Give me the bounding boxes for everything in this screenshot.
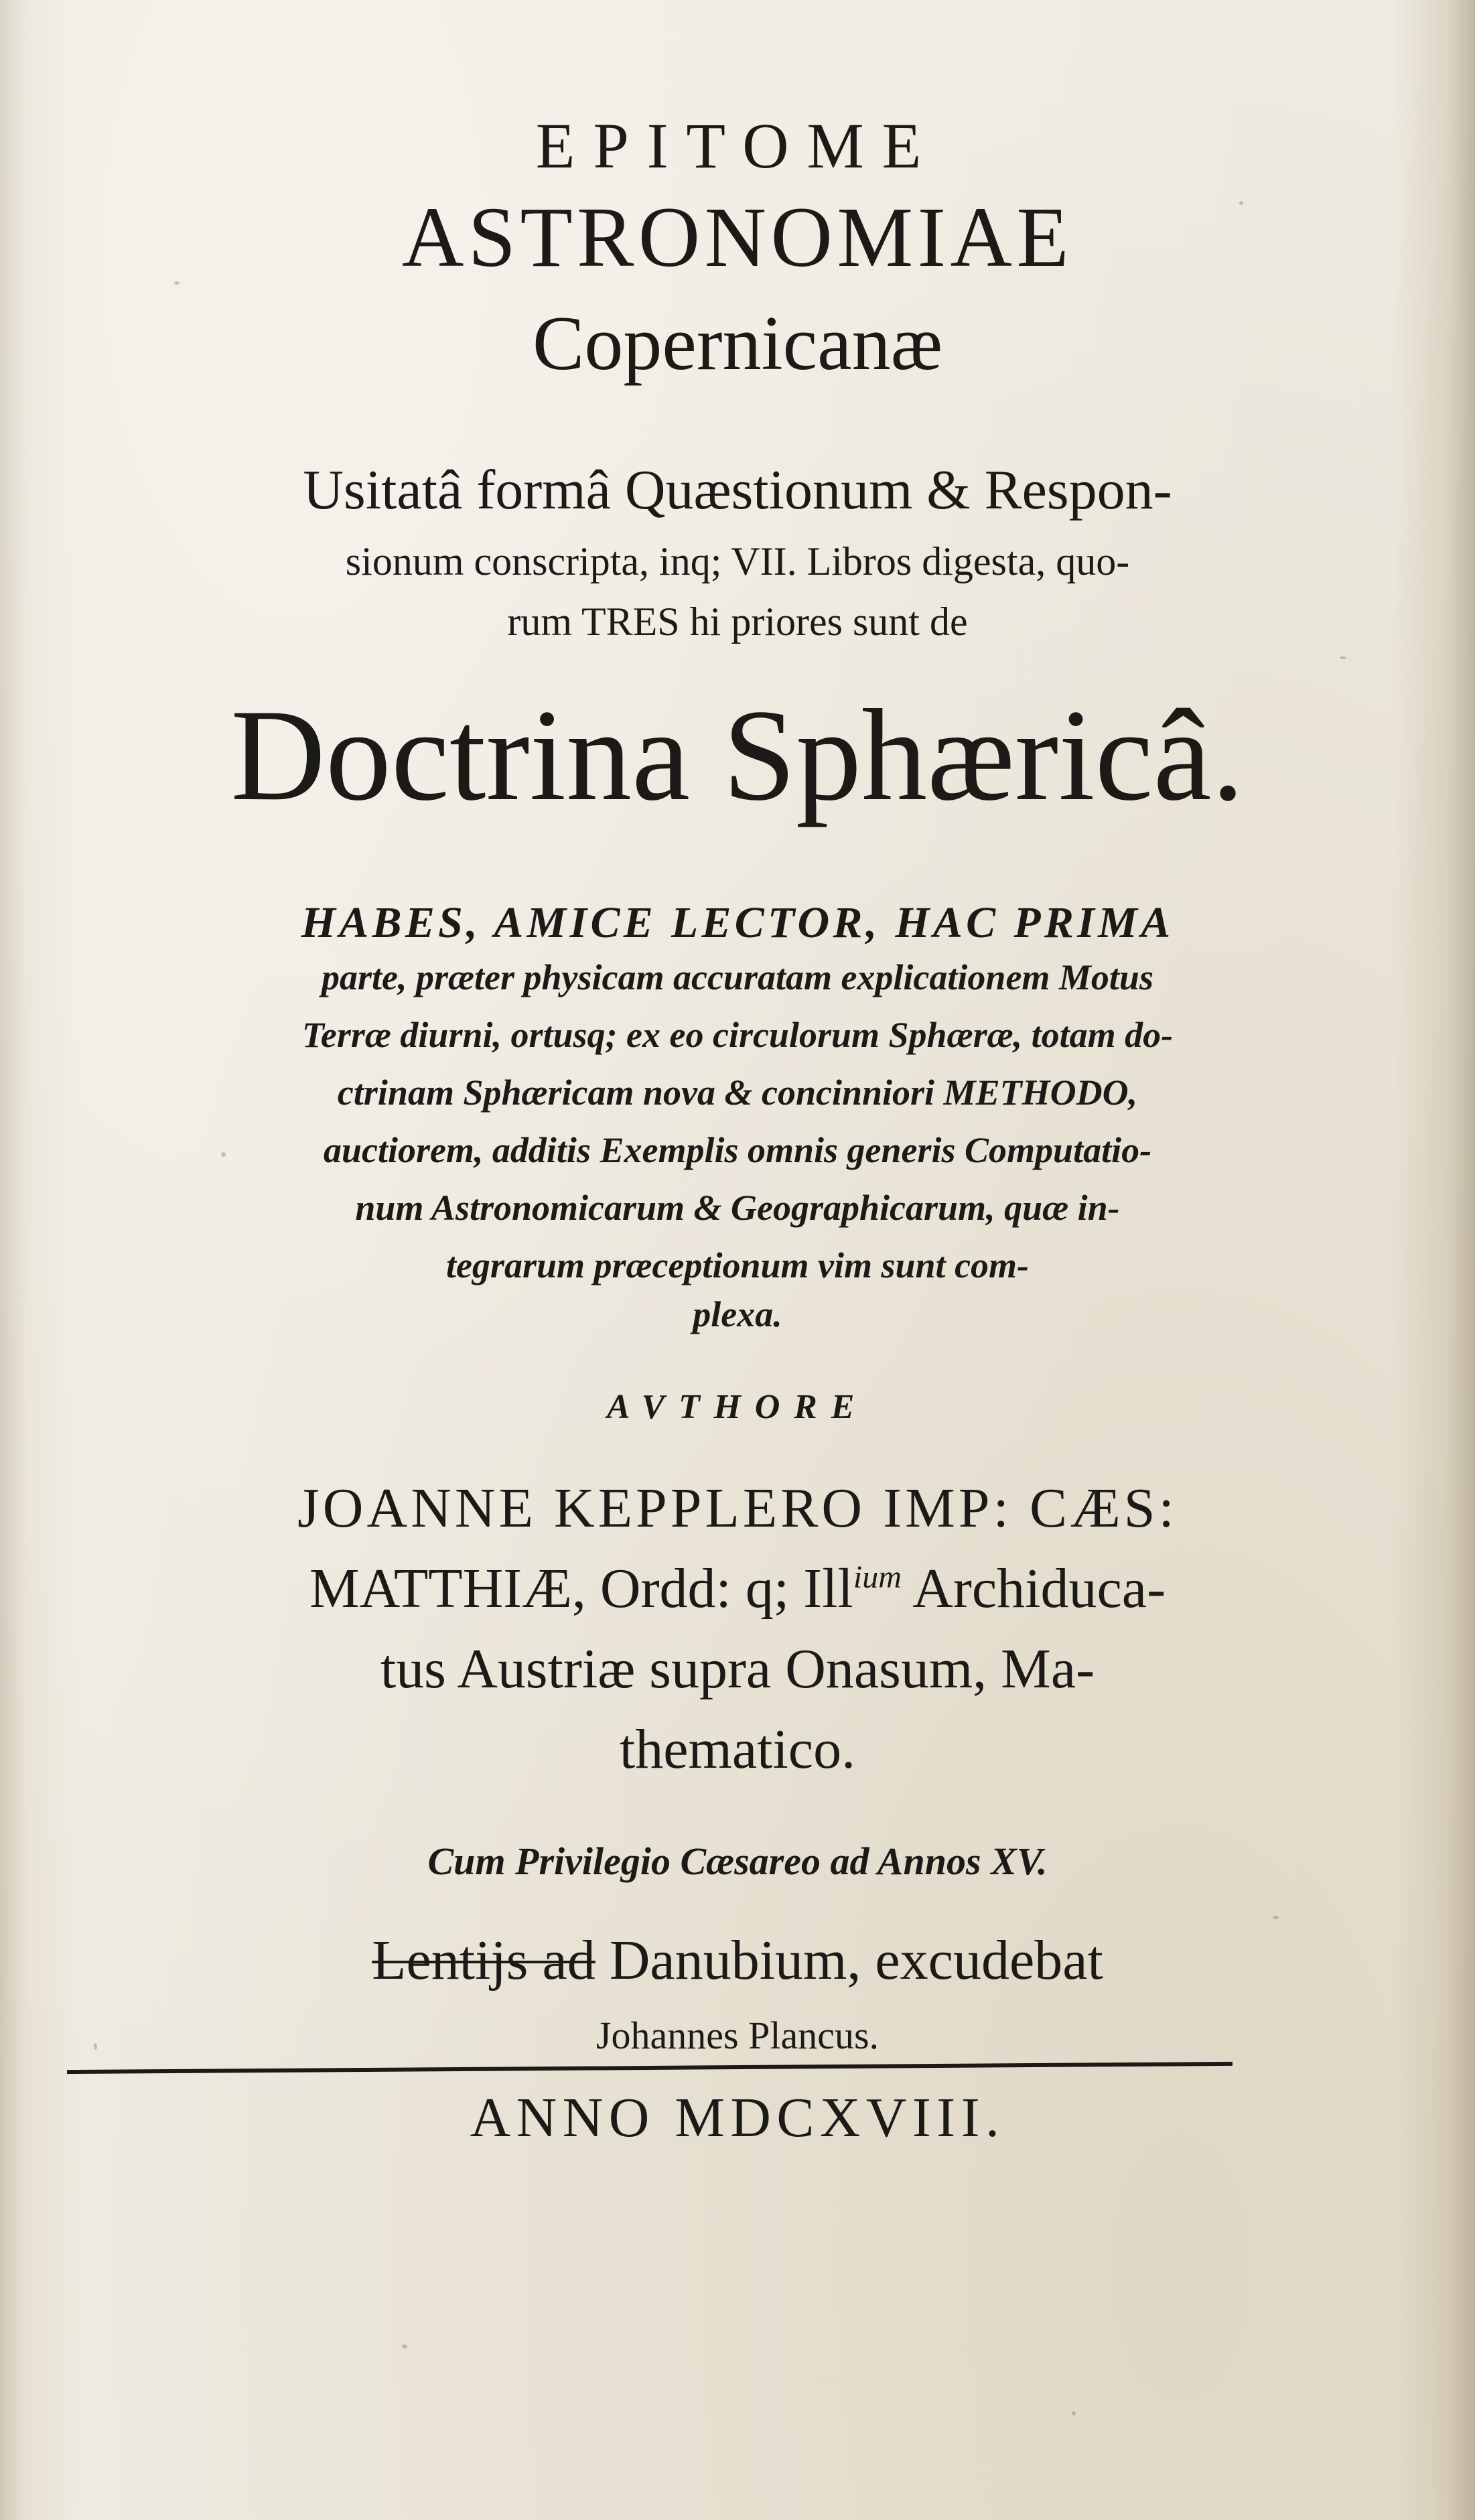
imprint-line-2: Johannes Plancus. bbox=[595, 2014, 880, 2057]
author-label: AVTHORE bbox=[606, 1388, 869, 1426]
preface-line-1: HABES, AMICE LECTOR, HAC PRIMA bbox=[301, 898, 1174, 947]
author-line-2-superscript: ium bbox=[853, 1559, 902, 1595]
author-line-1: JOANNE KEPPLERO IMP: CÆS: bbox=[297, 1477, 1178, 1539]
preface-line-6: num Astronomicarum & Geographicarum, quæ in- bbox=[355, 1188, 1120, 1228]
author-line-2-tail: Archiduca- bbox=[901, 1557, 1166, 1620]
subtitle-line-1: Usitatâ formâ Quæstionum & Respon- bbox=[303, 459, 1172, 521]
author-line-4: thematico. bbox=[619, 1718, 856, 1780]
preface-line-2: parte, præter physicam accuratam explicationem Motus bbox=[322, 957, 1153, 997]
year-line: ANNO MDCXVIII. bbox=[470, 2087, 1005, 2149]
preface-line-4: ctrinam Sphæricam nova & concinniori METHODO, bbox=[337, 1072, 1138, 1113]
preface-line-8: plexa. bbox=[693, 1294, 782, 1334]
privilege-line: Cum Privilegio Cæsareo ad Annos XV. bbox=[427, 1839, 1048, 1883]
imprint-line-1-rest: Danubium, excudebat bbox=[595, 1929, 1103, 1991]
paper-speck bbox=[1340, 656, 1346, 659]
paper-speck bbox=[1072, 2411, 1076, 2416]
paper-speck bbox=[1273, 1916, 1279, 1919]
paper-speck bbox=[174, 281, 180, 285]
title-copernicanae: Copernicanæ bbox=[532, 301, 943, 387]
author-line-2-head: MATTHIÆ, Ordd: q; Ill bbox=[309, 1557, 853, 1620]
title-astronomiae: ASTRONOMIAE bbox=[402, 190, 1073, 285]
main-title: Doctrina Sphæricâ. bbox=[230, 683, 1245, 828]
author-line-2 bbox=[0, 1557, 1475, 1620]
imprint-struck-text: Lentijs ad bbox=[372, 1929, 595, 1991]
preface-line-7: tegrarum præceptionum vim sunt com- bbox=[445, 1245, 1030, 1285]
imprint-line-1 bbox=[0, 1929, 1475, 1991]
preface-line-3: Terræ diurni, ortusq; ex eo circulorum Sphæræ, totam do- bbox=[301, 1015, 1174, 1055]
imprint-rule bbox=[67, 2062, 1233, 2074]
preface-line-5: auctiorem, additis Exemplis omnis generis Computatio- bbox=[323, 1130, 1152, 1170]
subtitle-line-3: rum TRES hi priores sunt de bbox=[507, 600, 968, 644]
title-epitome: EPITOME bbox=[535, 110, 940, 182]
subtitle-line-2: sionum conscripta, inq; VII. Libros digesta, quo- bbox=[345, 539, 1130, 583]
paper-speck bbox=[402, 2344, 407, 2349]
author-line-3: tus Austriæ supra Onasum, Ma- bbox=[380, 1638, 1095, 1700]
